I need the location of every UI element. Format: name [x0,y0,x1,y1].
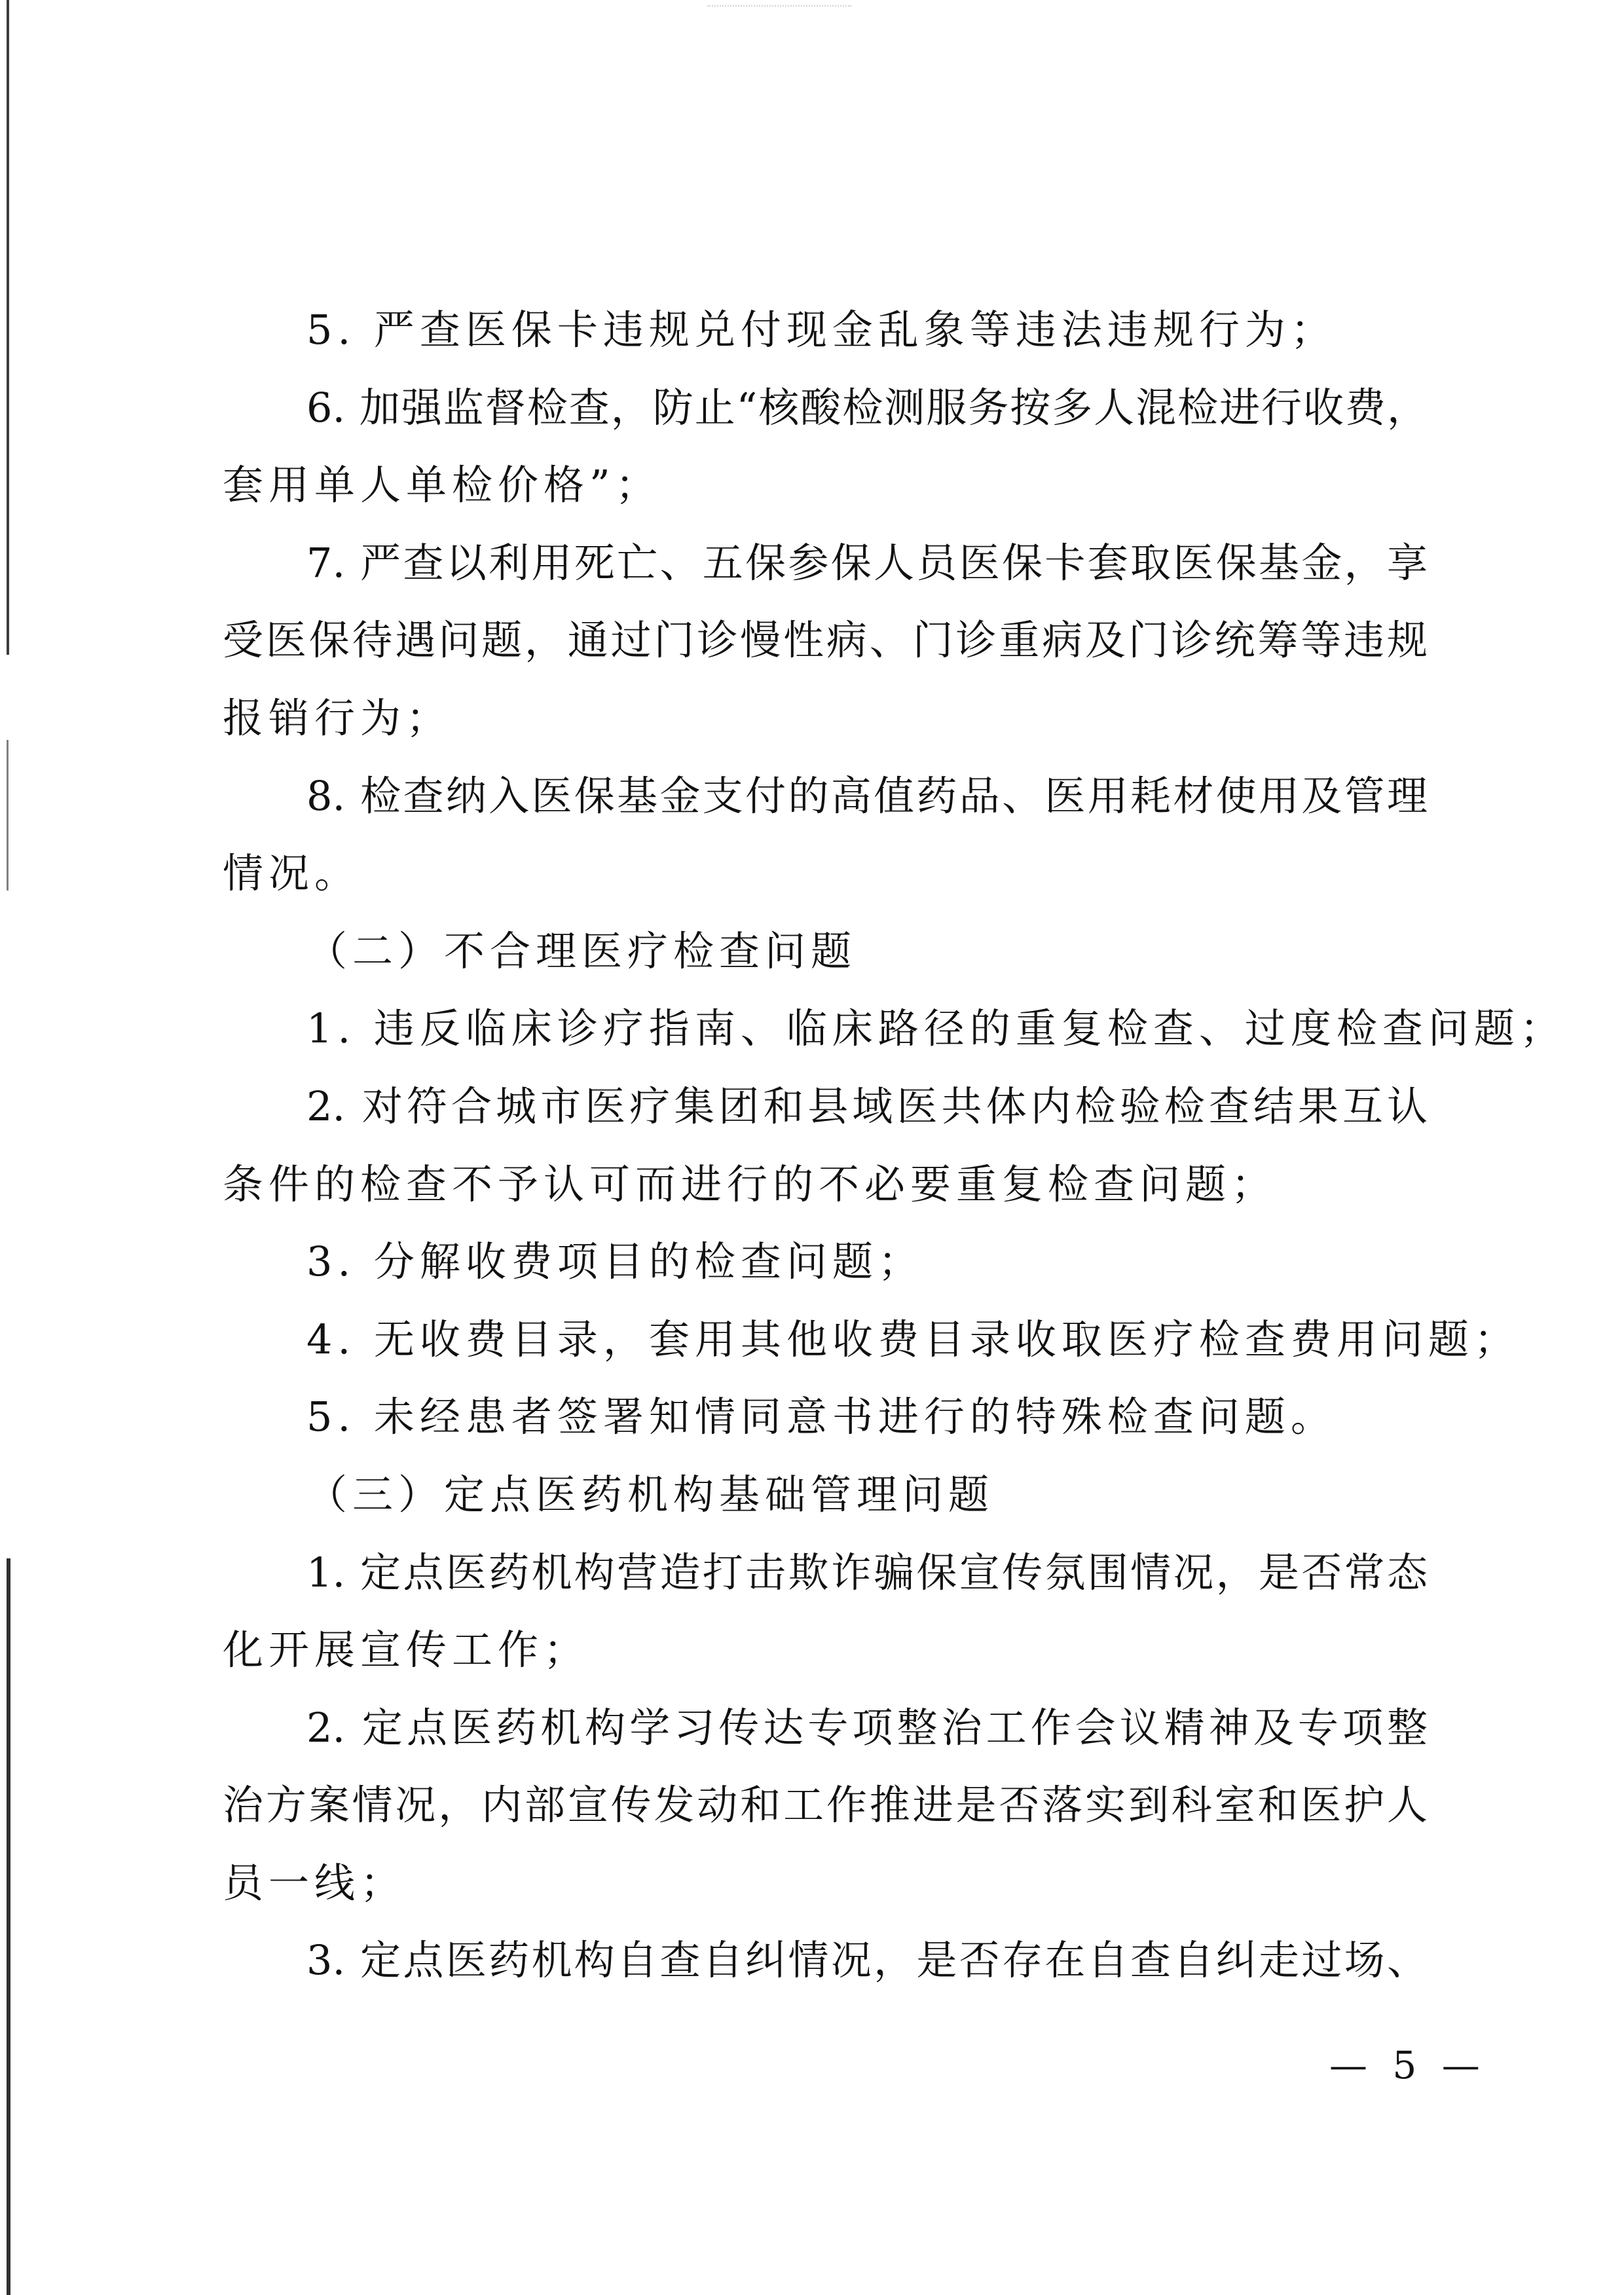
list-item: 6. 加强监督检查，防止“核酸检测服务按多人混检进行收费， [306,383,1428,431]
scan-edge-mark [7,740,9,890]
list-item: 7. 严查以利用死亡、五保参保人员医保卡套取医保基金，享 [306,538,1428,587]
list-item: 5. 严查医保卡违规兑付现金乱象等违法违规行为； [306,306,1337,354]
section-heading: （二）不合理医疗检查问题 [306,927,857,975]
list-item: 3. 定点医药机构自查自纠情况，是否存在自查自纠走过场、 [306,1936,1428,1985]
list-item: 2. 定点医药机构学习传达专项整治工作会议精神及专项整 [306,1703,1428,1752]
list-item: 2. 对符合城市医疗集团和县域医共体内检验检查结果互认 [306,1082,1428,1130]
scan-edge-mark [7,1558,10,2295]
list-item: 3. 分解收费项目的检查问题； [306,1238,924,1286]
scan-noise [707,5,851,12]
list-item-continuation: 条件的检查不予认可而进行的不必要重复检查问题； [223,1160,1278,1208]
list-item-continuation: 报销行为； [223,693,452,742]
list-item-continuation: 员一线； [223,1858,407,1907]
list-item: 5. 未经患者签署知情同意书进行的特殊检查问题。 [306,1393,1337,1441]
list-item-continuation: 受医保待遇问题，通过门诊慢性病、门诊重病及门诊统筹等违规 [223,616,1428,665]
section-heading: （三）定点医药机构基础管理问题 [306,1470,995,1518]
list-item: 8. 检查纳入医保基金支付的高值药品、医用耗材使用及管理 [306,771,1428,820]
scan-edge-mark [7,0,9,655]
list-item-continuation: 治方案情况，内部宣传发动和工作推进是否落实到科室和医护人 [223,1781,1428,1829]
list-item-continuation: 情况。 [223,849,361,898]
page-number: — 5 — [1329,2043,1486,2087]
list-item: 1. 定点医药机构营造打击欺诈骗保宣传氛围情况，是否常态 [306,1548,1428,1596]
list-item-continuation: 套用单人单检价格”； [223,461,661,509]
document-body [223,291,1566,2000]
list-item: 4. 无收费目录，套用其他收费目录收取医疗检查费用问题； [306,1315,1520,1363]
list-item: 1. 违反临床诊疗指南、临床路径的重复检查、过度检查问题； [306,1004,1566,1053]
list-item-continuation: 化开展宣传工作； [223,1626,590,1674]
